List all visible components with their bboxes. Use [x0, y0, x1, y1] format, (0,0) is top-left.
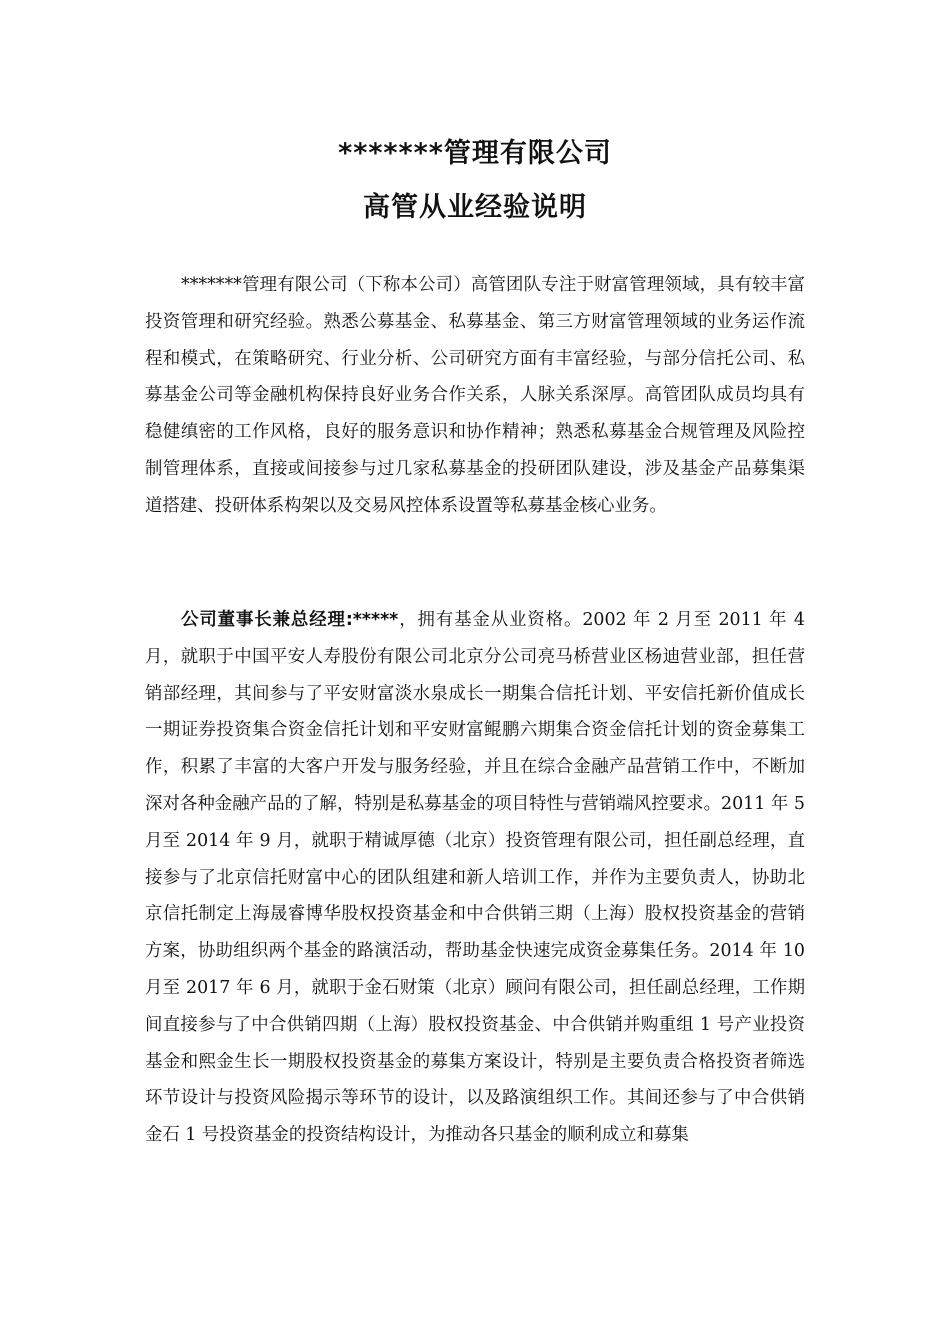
paragraph-intro-text: *******管理有限公司（下称本公司）高管团队专注于财富管理领域，具有较丰富投资管理和研究经验。熟悉公募基金、私募基金、第三方财富管理领域的业务运作流程和模式，在策略研究、行业分析、公司研究方面有丰富经验，与部分信托公司、私募基金公司等金融机构保持良好业务合作关系，人脉关系深厚。高管团队成员均具有稳健缜密的工作风格，良好的服务意识和协作精神；熟悉私募基金合规管理及风险控制管理体系，直接或间接参与过几家私募基金的投研团队建设，涉及基金产品募集渠道搭建、投研体系构架以及交易风控体系设置等私募基金核心业务。: [145, 275, 805, 516]
paragraph-intro: [145, 267, 805, 525]
document-title-company: *******管理有限公司: [338, 138, 612, 169]
paragraph-chairman-lead: 公司董事长兼总经理:*****: [181, 610, 399, 630]
paragraph-chairman-text: ，拥有基金从业资格。2002 年 2 月至 2011 年 4 月，就职于中国平安人寿股份有限公司北京分公司亮马桥营业区杨迪营业部，担任营销部经理，其间参与了平安财富淡水泉成长一期集合信托计划、平安信托新价值成长一期证券投资集合资金信托计划和平安财富鲲鹏六期集合资金信托计划的资金募集工作，积累了丰富的大客户开发与服务经验，并且在综合金融产品营销工作中，不断加深对各种金融产品的了解，特别是私募基金的项目特性与营销端风控要求。2011 年 5 月至 2014 年 9 月，就职于精诚厚德（北京）投资管理有限公司，担任副总经理，直接参与了北京信托财富中心的团队组建和新人培训工作，并作为主要负责人，协助北京信托制定上海晟睿博华股权投资基金和中合供销三期（上海）股权投资基金的营销方案，协助组织两个基金的路演活动，帮助基金快速完成资金募集任务。2014 年 10 月至 2017 年 6 月，就职于金石财策（北京）顾问有限公司，担任副总经理，工作期间直接参与了中合供销四期（上海）股权投资基金、中合供销并购重组 1 号产业投资基金和熙金生长一期股权投资基金的募集方案设计，特别是主要负责合格投资者筛选环节设计与投资风险揭示等环节的设计，以及路演组织工作。其间还参与了中合供销金石 1 号投资基金的投资结构设计，为推动各只基金的顺利成立和募集: [145, 610, 805, 1146]
paragraph-chairman: [145, 602, 805, 1154]
document-title-subject: 高管从业经验说明: [363, 192, 587, 223]
